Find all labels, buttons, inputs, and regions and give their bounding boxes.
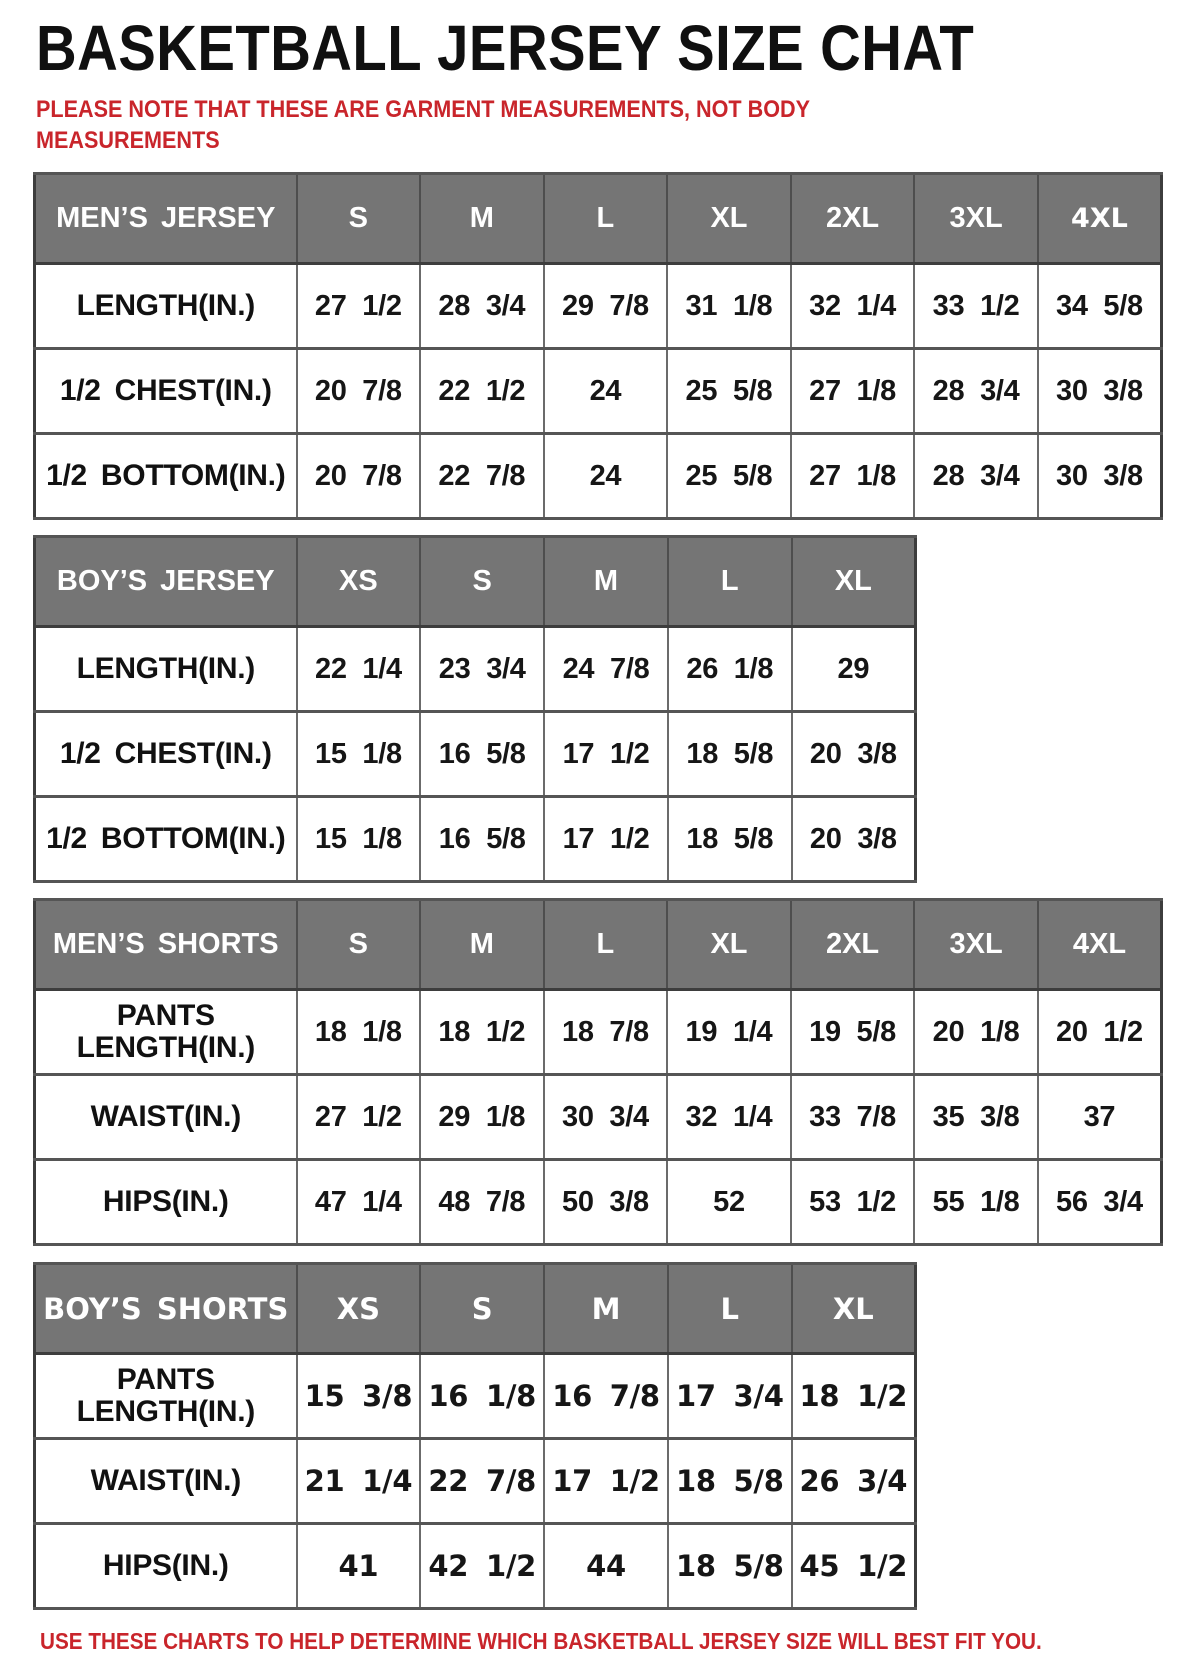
table-name-header: MEN’S JERSEY — [35, 174, 297, 264]
size-value: 42 1/2 — [420, 1524, 544, 1609]
size-value: 16 7/8 — [544, 1354, 668, 1439]
size-value: 15 1/8 — [297, 712, 421, 797]
boys-shorts-grid — [33, 1262, 917, 1610]
size-column-header: XL — [792, 1264, 916, 1354]
measurement-row — [35, 1075, 1162, 1160]
size-value: 35 3/8 — [914, 1075, 1038, 1160]
size-value: 16 5/8 — [420, 797, 544, 882]
size-column-header: XS — [297, 537, 421, 627]
size-value: 29 — [792, 627, 916, 712]
size-value: 21 1/4 — [297, 1439, 421, 1524]
size-value: 20 7/8 — [297, 434, 421, 519]
row-label: 1/2 BOTTOM(IN.) — [35, 797, 297, 882]
size-value: 24 7/8 — [544, 627, 668, 712]
size-value: 18 5/8 — [668, 712, 792, 797]
size-value: 18 5/8 — [668, 797, 792, 882]
size-value: 18 7/8 — [544, 990, 668, 1075]
size-value: 32 1/4 — [791, 264, 915, 349]
size-value: 45 1/2 — [792, 1524, 916, 1609]
size-value: 47 1/4 — [297, 1160, 421, 1245]
size-value: 53 1/2 — [791, 1160, 915, 1245]
size-value: 28 3/4 — [914, 349, 1038, 434]
size-value: 27 1/8 — [791, 349, 915, 434]
size-value: 18 1/2 — [792, 1354, 916, 1439]
header-row — [35, 537, 916, 627]
size-value: 15 3/8 — [297, 1354, 421, 1439]
size-value: 22 1/4 — [297, 627, 421, 712]
size-column-header: XL — [667, 174, 791, 264]
size-value: 55 1/8 — [914, 1160, 1038, 1245]
row-label: WAIST(IN.) — [35, 1075, 297, 1160]
size-value: 24 — [544, 349, 668, 434]
size-column-header: 4XL — [1038, 174, 1162, 264]
measurement-row — [35, 434, 1162, 519]
size-value: 50 3/8 — [544, 1160, 668, 1245]
boys-jersey-table — [33, 535, 917, 883]
size-column-header: L — [544, 900, 668, 990]
size-value: 22 7/8 — [420, 434, 544, 519]
size-column-header: M — [544, 537, 668, 627]
size-value: 20 3/8 — [792, 712, 916, 797]
size-column-header: S — [420, 537, 544, 627]
header-row — [35, 1264, 916, 1354]
row-label: 1/2 CHEST(IN.) — [35, 712, 297, 797]
size-column-header: S — [297, 900, 421, 990]
row-label: HIPS(IN.) — [35, 1524, 297, 1609]
size-value: 29 1/8 — [420, 1075, 544, 1160]
size-value: 18 1/8 — [297, 990, 421, 1075]
mens-jersey-table — [33, 172, 1163, 520]
size-value: 20 1/2 — [1038, 990, 1162, 1075]
header-row — [35, 174, 1162, 264]
measurement-row — [35, 264, 1162, 349]
size-value: 18 5/8 — [668, 1524, 792, 1609]
size-column-header: XS — [297, 1264, 421, 1354]
size-column-header: M — [420, 900, 544, 990]
mens-shorts-table — [33, 898, 1163, 1246]
measurement-row — [35, 349, 1162, 434]
row-label: 1/2 BOTTOM(IN.) — [35, 434, 297, 519]
size-column-header: 4XL — [1038, 900, 1162, 990]
size-value: 26 1/8 — [668, 627, 792, 712]
row-label: PANTS LENGTH(IN.) — [35, 1354, 297, 1439]
size-value: 52 — [667, 1160, 791, 1245]
size-column-header: S — [420, 1264, 544, 1354]
measurement-row — [35, 797, 916, 882]
size-value: 16 5/8 — [420, 712, 544, 797]
size-value: 27 1/2 — [297, 264, 421, 349]
size-column-header: XL — [667, 900, 791, 990]
size-value: 25 5/8 — [667, 434, 791, 519]
size-value: 20 7/8 — [297, 349, 421, 434]
fit-advice-note: USE THESE CHARTS TO HELP DETERMINE WHICH BASKETBALL JERSEY SIZE WILL BEST FIT YOU. — [40, 1628, 1042, 1654]
size-value: 30 3/8 — [1038, 434, 1162, 519]
measurement-row — [35, 627, 916, 712]
size-column-header: 3XL — [914, 900, 1038, 990]
size-column-header: XL — [792, 537, 916, 627]
measurement-row — [35, 1524, 916, 1609]
size-value: 30 3/8 — [1038, 349, 1162, 434]
measurement-row — [35, 1160, 1162, 1245]
size-value: 17 3/4 — [668, 1354, 792, 1439]
size-value: 17 1/2 — [544, 797, 668, 882]
size-column-header: 2XL — [791, 900, 915, 990]
measurement-row — [35, 1354, 916, 1439]
size-value: 25 5/8 — [667, 349, 791, 434]
size-column-header: S — [297, 174, 421, 264]
size-value: 30 3/4 — [544, 1075, 668, 1160]
table-name-header: BOY’S JERSEY — [35, 537, 297, 627]
size-value: 37 — [1038, 1075, 1162, 1160]
size-column-header: M — [544, 1264, 668, 1354]
size-value: 17 1/2 — [544, 1439, 668, 1524]
size-value: 33 1/2 — [914, 264, 1038, 349]
size-value: 24 — [544, 434, 668, 519]
size-value: 31 1/8 — [667, 264, 791, 349]
size-value: 17 1/2 — [544, 712, 668, 797]
size-value: 34 5/8 — [1038, 264, 1162, 349]
boys-shorts-table — [33, 1262, 917, 1610]
size-value: 48 7/8 — [420, 1160, 544, 1245]
row-label: PANTS LENGTH(IN.) — [35, 990, 297, 1075]
row-label: WAIST(IN.) — [35, 1439, 297, 1524]
size-column-header: M — [420, 174, 544, 264]
size-value: 29 7/8 — [544, 264, 668, 349]
size-value: 27 1/8 — [791, 434, 915, 519]
row-label: HIPS(IN.) — [35, 1160, 297, 1245]
size-value: 32 1/4 — [667, 1075, 791, 1160]
size-value: 20 1/8 — [914, 990, 1038, 1075]
table-name-header: BOY’S SHORTS — [35, 1264, 297, 1354]
row-label: LENGTH(IN.) — [35, 264, 297, 349]
table-name-header: MEN’S SHORTS — [35, 900, 297, 990]
row-label: LENGTH(IN.) — [35, 627, 297, 712]
size-value: 27 1/2 — [297, 1075, 421, 1160]
measurement-row — [35, 990, 1162, 1075]
mens-shorts-grid — [33, 898, 1163, 1246]
size-value: 56 3/4 — [1038, 1160, 1162, 1245]
measurement-row — [35, 712, 916, 797]
size-value: 19 5/8 — [791, 990, 915, 1075]
size-value: 18 5/8 — [668, 1439, 792, 1524]
size-value: 15 1/8 — [297, 797, 421, 882]
mens-jersey-grid — [33, 172, 1163, 520]
header-row — [35, 900, 1162, 990]
size-value: 20 3/8 — [792, 797, 916, 882]
size-value: 23 3/4 — [420, 627, 544, 712]
size-value: 33 7/8 — [791, 1075, 915, 1160]
size-value: 19 1/4 — [667, 990, 791, 1075]
size-column-header: L — [668, 1264, 792, 1354]
boys-jersey-grid — [33, 535, 917, 883]
size-value: 18 1/2 — [420, 990, 544, 1075]
size-value: 28 3/4 — [420, 264, 544, 349]
garment-measurement-note: PLEASE NOTE THAT THESE ARE GARMENT MEASUREMENTS, NOT BODY MEASUREMENTS — [36, 96, 810, 155]
size-value: 28 3/4 — [914, 434, 1038, 519]
size-value: 22 1/2 — [420, 349, 544, 434]
size-value: 26 3/4 — [792, 1439, 916, 1524]
size-value: 16 1/8 — [420, 1354, 544, 1439]
page-title: BASKETBALL JERSEY SIZE CHAT — [36, 12, 975, 84]
size-column-header: 2XL — [791, 174, 915, 264]
row-label: 1/2 CHEST(IN.) — [35, 349, 297, 434]
size-column-header: L — [544, 174, 668, 264]
size-value: 44 — [544, 1524, 668, 1609]
size-column-header: L — [668, 537, 792, 627]
size-value: 41 — [297, 1524, 421, 1609]
size-value: 22 7/8 — [420, 1439, 544, 1524]
size-column-header: 3XL — [914, 174, 1038, 264]
measurement-row — [35, 1439, 916, 1524]
